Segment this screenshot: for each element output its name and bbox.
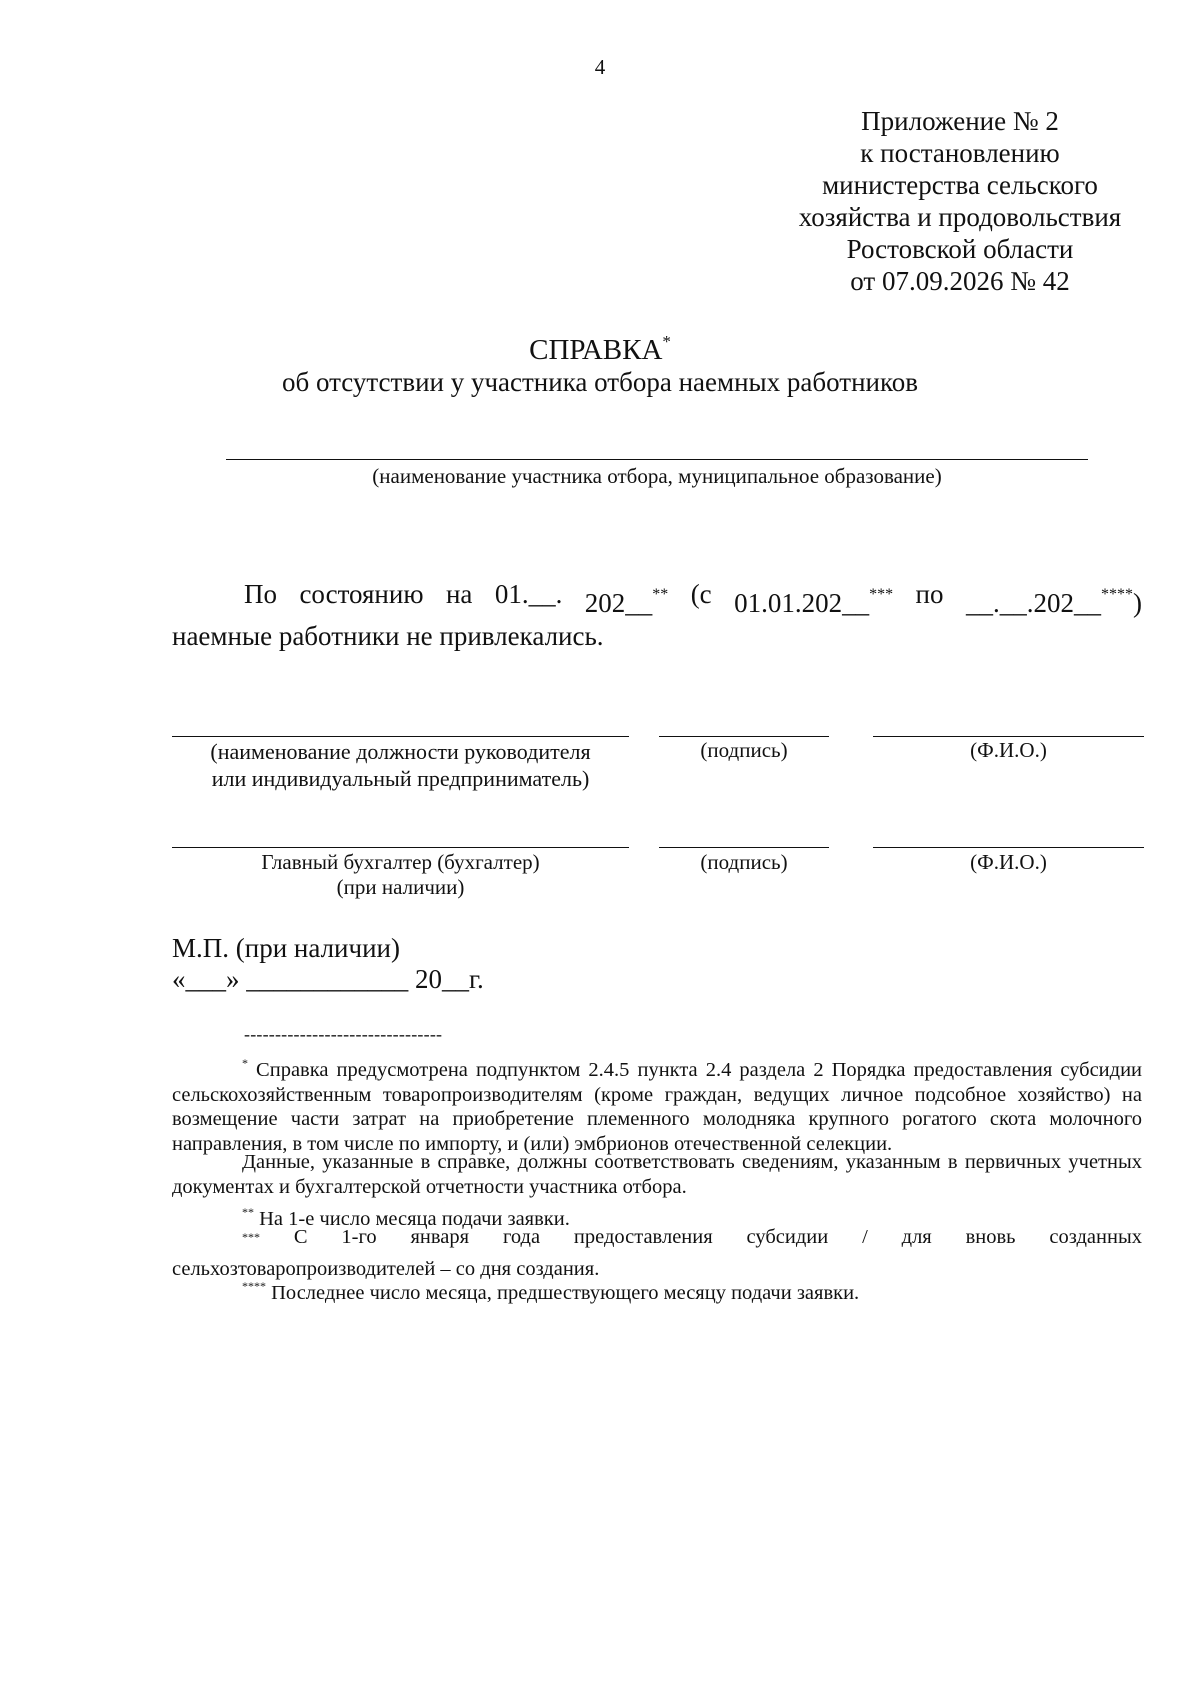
appendix-line: Ростовской области (846, 234, 1074, 264)
statement-word: на (445, 579, 473, 609)
position-caption (172, 738, 629, 792)
footnote-1 (172, 1051, 1142, 1156)
caption-line: Главный бухгалтер (бухгалтер) (261, 850, 540, 874)
chief-accountant-caption (172, 850, 629, 900)
footnote-word: 1-го (341, 1226, 377, 1248)
statement-paragraph (172, 578, 1142, 653)
statement-closing-paren: ) (1132, 588, 1142, 618)
footnote-word: для (901, 1226, 932, 1248)
footnote-3-line-2: сельхозтоваропроизводителей – со дня создания. (172, 1257, 600, 1280)
name-line (873, 736, 1144, 737)
footnote-mark: * (242, 1056, 248, 1070)
caption-line: (наименование должности руководителя (210, 739, 591, 764)
footnote-text: На 1-е число месяца подачи заявки. (259, 1208, 570, 1230)
footnote-word: / (862, 1226, 868, 1248)
footnote-mark: ** (242, 1205, 254, 1219)
footnote-mark: *** (242, 1230, 260, 1244)
footnote-text: Справка предусмотрена подпунктом 2.4.5 пункта 2.4 раздела 2 Порядка предоставления субсидии сельскохозяйственным товаропроизводителям (кроме граждан, ведущих личное подсобное хозяйство) на возмещение части затрат на приобретение племенного молодняка крупного рогатого скота молочного направления, в том числе по импорту, и (или) эмбрионов отечественной селекции. (172, 1059, 1143, 1155)
footnote-3-line-1 (172, 1225, 1142, 1257)
statement-word: по (915, 579, 944, 609)
stamp-note: М.П. (при наличии) (172, 933, 400, 963)
caption-line: или индивидуальный предприниматель) (211, 766, 590, 791)
statement-word (966, 578, 1142, 620)
statement-date-fragment: 01.01.202__ (734, 588, 870, 618)
signature-line (659, 736, 829, 737)
footnote-word: вновь (965, 1226, 1016, 1248)
footnote-1-extra (172, 1150, 1142, 1199)
footnote-word: субсидии (746, 1226, 829, 1248)
statement-word: 01.__. (494, 579, 563, 609)
page-number: 4 (594, 55, 606, 79)
footnote-word: предоставления (573, 1226, 713, 1248)
statement-word: (с (690, 579, 712, 609)
appendix-header (760, 105, 1160, 297)
footnote-mark: ** (652, 586, 669, 603)
document-title (0, 332, 1200, 367)
statement-line-1 (172, 578, 1142, 620)
footnote-word (242, 1225, 260, 1257)
signature-caption: (подпись) (700, 850, 788, 874)
appendix-line: Приложение № 2 (861, 106, 1059, 136)
document-subtitle: об отсутствии у участника отбора наемных работников (282, 367, 918, 397)
name-caption: (Ф.И.О.) (970, 850, 1047, 874)
participant-name-line (226, 459, 1088, 460)
appendix-line: министерства сельского (822, 170, 1098, 200)
date-line: «___» ____________ 20__г. (172, 964, 484, 994)
statement-word (585, 578, 669, 620)
footnote-mark: **** (1100, 586, 1133, 603)
statement-word: По (244, 579, 277, 609)
chief-accountant-line (172, 847, 629, 848)
title-footnote-mark: * (662, 332, 671, 351)
caption-line: (при наличии) (336, 875, 465, 899)
name-line (873, 847, 1144, 848)
footnote-word: С (293, 1226, 308, 1248)
participant-caption: (наименование участника отбора, муниципальное образование) (372, 464, 942, 488)
name-caption: (Ф.И.О.) (970, 738, 1047, 762)
statement-word: состоянию (299, 579, 424, 609)
position-line (172, 736, 629, 737)
statement-word (734, 578, 893, 620)
signature-line (659, 847, 829, 848)
footnote-mark: **** (242, 1279, 266, 1293)
footnote-word: созданных (1049, 1226, 1142, 1248)
footnote-mark: *** (869, 586, 894, 603)
footnote-4 (172, 1274, 1142, 1306)
signature-caption: (подпись) (700, 738, 788, 762)
statement-date-fragment: __.__.202__ (965, 588, 1101, 618)
appendix-line: хозяйства и продовольствия (798, 202, 1122, 232)
appendix-line: от 07.09.2026 № 42 (850, 266, 1070, 296)
footnote-text: Последнее число месяца, предшествующего месяцу подачи заявки. (271, 1282, 860, 1304)
statement-line-2: наемные работники не привлекались. (172, 621, 604, 651)
footnote-word: января (410, 1226, 470, 1248)
statement-date-fragment: 202__ (584, 588, 653, 618)
footnote-word: года (502, 1226, 541, 1248)
footnote-3 (172, 1225, 1142, 1281)
appendix-line: к постановлению (860, 138, 1060, 168)
footnote-separator: -------------------------------- (244, 1024, 443, 1044)
title-text: СПРАВКА (529, 334, 663, 366)
footnote-text: Данные, указанные в справке, должны соответствовать сведениям, указанным в первичных учетных документах и бухгалтерской отчетности участника отбора. (172, 1151, 1142, 1198)
